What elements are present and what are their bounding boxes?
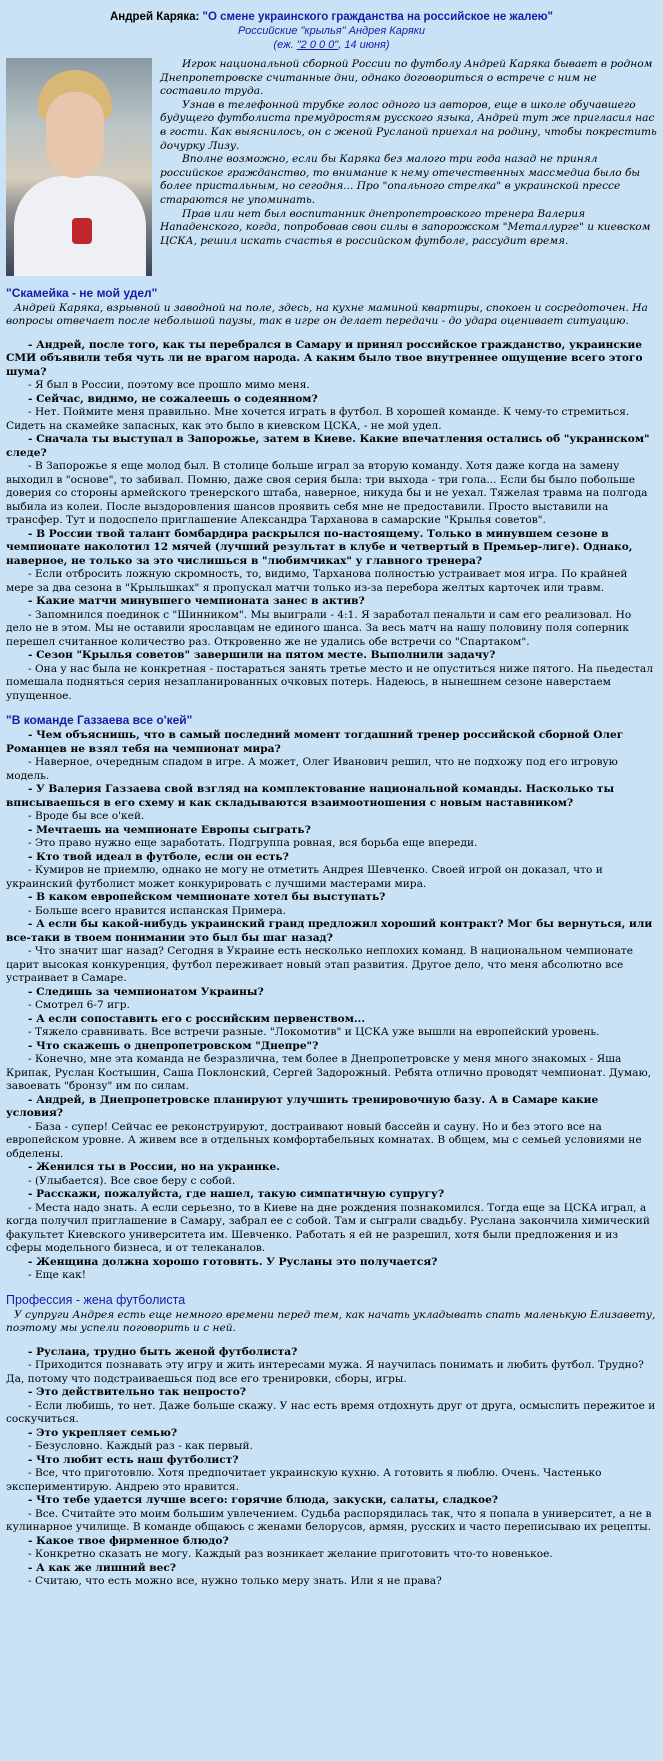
answer: - Все. Считайте это моим большим увлечением. Судьба распорядилась так, что я попала в университет, а не в кулинарное училище. В команде общаюсь с женами белорусов, армян, русских и часто переписываю их рецепты.: [6, 1507, 652, 1534]
answer: - Еще как!: [28, 1269, 86, 1282]
question: - В каком европейском чемпионате хотел бы выступать?: [28, 891, 386, 904]
question: - Кто твой идеал в футболе, если он есть?: [28, 850, 289, 863]
intro-block: [6, 58, 657, 276]
interview-section: [6, 1293, 657, 1589]
question: - Какие матчи минувшего чемпионата занес в актив?: [28, 595, 365, 608]
question: - А если бы какой-нибудь украинский гранд предложил хороший контракт? Мог бы вернуться, или все-таки в твоем понимании это был бы шаг назад?: [6, 918, 653, 944]
source-link[interactable]: "2 0 0 0": [296, 39, 339, 51]
question: - Что тебе удается лучше всего: горячие блюда, закуски, салаты, сладкое?: [28, 1494, 499, 1507]
section-lead: Андрей Каряка, взрывной и заводной на поле, здесь, на кухне маминой квартиры, спокоен и сосредоточен. На вопросы отвечает после небольшой паузы, так в игре он делает передачи - до удара оценивает ситуацию.: [6, 302, 648, 328]
interview-sections: [6, 286, 657, 1589]
intro-text: [160, 58, 657, 248]
interview-section: [6, 713, 657, 1283]
question: - Андрей, в Днепропетровске планируют улучшить тренировочную базу. А в Самаре какие условия?: [6, 1093, 599, 1120]
question: - Мечтаешь на чемпионате Европы сыграть?: [28, 823, 311, 836]
question: - Женился ты в России, но на украинке.: [28, 1161, 280, 1174]
answer: - Наверное, очередным спадом в игре. А может, Олег Иванович решил, что не подхожу под его игровую модель.: [6, 756, 618, 782]
answer: - Считаю, что есть можно все, нужно только меру знать. Или я не права?: [28, 1575, 442, 1588]
answer: - Приходится познавать эту игру и жить интересами мужа. Я научилась понимать и любить футбол. Трудно? Да, потому что подстраиваешься под все его тренировки, сборы, игры.: [6, 1359, 644, 1385]
question: - Сезон "Крылья советов" завершили на пятом месте. Выполнили задачу?: [28, 649, 496, 662]
article-title: "О смене украинского гражданства на российское не жалею": [202, 11, 554, 23]
question: - В России твой талант бомбардира раскрылся по-настоящему. Только в минувшем сезоне в чемпионате наколотил 12 мячей (лучший результат в клубе и четвертый в Премьер-лиге). Однако, наверное, не только за это числишься в "любимчиках" у главного тренера?: [6, 527, 633, 567]
qa-list: [6, 729, 657, 1283]
player-photo: [6, 58, 152, 276]
answer: - Конечно, мне эта команда не безразлична, тем более в Днепропетровске у меня много знакомых - Яша Крипак, Руслан Костышин, Саша Поклонский, Сергей Задорожный. Ребята отлично проводят чемпионат. Думаю, завоевать "бронзу" им по силам.: [6, 1053, 652, 1093]
answer: - Если любишь, то нет. Даже больше скажу. У нас есть время отдохнуть друг от друга, осмыслить пережитое и соскучиться.: [6, 1399, 656, 1426]
answer: - Кумиров не приемлю, однако не могу не отметить Андрея Шевченко. Своей игрой он доказал, что и украинский футболист может конкурировать с лучшими мастерами мира.: [6, 864, 603, 890]
question: - У Валерия Газзаева свой взгляд на комплектование национальной команды. Насколько ты вписываешься в его схему и как складываются взаимоотношения с новым наставником?: [6, 783, 615, 809]
question: - Андрей, после того, как ты перебрался в Самару и принял российское гражданство, украинские СМИ объявили тебя чуть ли не врагом народа. А каким было твое внутреннее ощущение всего этого шума?: [6, 338, 643, 378]
answer: - Больше всего нравится испанская Примера.: [28, 904, 286, 917]
question: - А как же лишний вес?: [28, 1561, 177, 1574]
answer: - Запомнился поединок с "Шинником". Мы выиграли - 4:1. Я заработал пенальти и сам его реализовал. Но дело не в этом. Мы не оставили ярославцам не единого шанса. За весь матч на нашу половину поля соперник перешел считанное количество раз. Откровенно же не удались обе встречи со "Спартаком".: [6, 608, 632, 648]
author-name: Андрей Каряка:: [109, 11, 200, 23]
answer: - Это право нужно еще заработать. Подгруппа ровная, вся борьба еще впереди.: [28, 837, 478, 850]
question: - Что любит есть наш футболист?: [28, 1453, 239, 1466]
question: - Какое твое фирменное блюдо?: [28, 1534, 229, 1547]
answer: - В Запорожье я еще молод был. В столице больше играл за вторую команду. Хотя даже когда на замену выходил в "основе", то забивал. Помню, даже своя серия была: три выхода - три гола... Если бы было побольше доверия со стороны армейского тренерского штаба, наверное, никуда бы и не уехал. Тяжелая травма на полгода выбила из колеи. После выздоровления шансов проявить себя мне не предоставили. Просто выставили на трансфер. Тут и подоспело приглашение Александра Тарханова в самарские "Крылья советов".: [6, 460, 648, 527]
answer: - (Улыбается). Все свое беру с собой.: [28, 1174, 236, 1187]
qa-list: [6, 339, 657, 704]
answer: - Безусловно. Каждый раз - как первый.: [28, 1440, 253, 1453]
intro-paragraph: Прав или нет был воспитанник днепропетровского тренера Валерия Нападенского, когда, попробовав свои силы в запорожском "Металлурге" и киевском ЦСКА, решил искать счастья в российском футболе, рассудит время.: [160, 207, 651, 247]
answer: - Вроде бы все о'кей.: [28, 810, 145, 823]
answer: - Тяжело сравнивать. Все встречи разные. "Локомотив" и ЦСКА уже вышли на европейский уровень.: [28, 1026, 600, 1039]
question: - Чем объяснишь, что в самый последний момент тогдашний тренер российской сборной Олег Романцев не взял тебя на чемпионат мира?: [6, 729, 624, 755]
answer: - Конкретно сказать не могу. Каждый раз возникает желание приготовить что-то новенькое.: [28, 1548, 553, 1561]
question: - Женщина должна хорошо готовить. У Русланы это получается?: [28, 1255, 438, 1268]
question: - Сначала ты выступал в Запорожье, затем в Киеве. Какие впечатления остались об "украинском" следе?: [6, 433, 650, 459]
intro-paragraph: Игрок национальной сборной России по футболу Андрей Каряка бывает в родном Днепропетровске считанные дни, однако договориться о встрече с ним не составило труда.: [160, 58, 653, 98]
section-title: "В команде Газзаева все о'кей": [6, 713, 193, 728]
answer: - Она у нас была не конкретная - постараться занять третье место и не опуститься ниже пятого. На пьедестал помешала подняться серия незапланированных очковых потерь. Надеюсь, в нынешнем сезоне наверстаем упущенное.: [6, 662, 653, 702]
article-subtitle: Российские "крылья" Андрея Каряки: [237, 25, 426, 37]
answer: - Смотрел 6-7 игр.: [28, 999, 130, 1012]
article-header: [6, 10, 657, 52]
question: - А если сопоставить его с российским первенством...: [28, 1012, 366, 1025]
interview-section: [6, 286, 657, 703]
intro-paragraph: Узнав в телефонной трубке голос одного из авторов, еще в школе обучавшего будущего футболиста премудростям русского языка, Андрей тут же пригласил нас в гости. Как выяснилось, он с женой Русланой приехал на родину, чтобы покрестить дочурку Лизу.: [160, 98, 657, 152]
question: - Это действительно так непросто?: [28, 1386, 246, 1399]
section-title: Профессия - жена футболиста: [6, 1292, 186, 1307]
qa-list: [6, 1346, 657, 1589]
answer: - Места надо знать. А если серьезно, то в Киеве на дне рождения познакомился. Тогда еще за ЦСКА играл, а когда получил приглашение в Самару, забрал ее с собой. Там и сыграли свадьбу. Руслана закончила химический факультет Киевского университета им. Шевченко. Работать я ей не разрешил, хотя были предложения и из сферы модельного бизнеса, и от телеканалов.: [6, 1201, 650, 1255]
question: - Руслана, трудно быть женой футболиста?: [28, 1345, 298, 1358]
question: - Это укрепляет семью?: [28, 1426, 178, 1439]
question: - Расскажи, пожалуйста, где нашел, такую симпатичную супругу?: [28, 1188, 445, 1201]
question: - Сейчас, видимо, не сожалеешь о содеянном?: [28, 392, 318, 405]
answer: - Все, что приготовлю. Хотя предпочитает украинскую кухню. А готовить я люблю. Очень. Частенько экспериментирую. Андрею это нравится.: [6, 1467, 602, 1493]
source-prefix: (еж.: [273, 39, 297, 51]
article-source: [6, 38, 657, 52]
source-date: , 14 июня): [338, 39, 390, 51]
answer: - Что значит шаг назад? Сегодня в Украине есть несколько неплохих команд. В национальном чемпионате царит высокая конкуренция, футбол переживает новый этап развития. Другое дело, что меня абсолютно все устраивает в Самаре.: [6, 945, 634, 985]
answer: - База - супер! Сейчас ее реконструируют, достраивают новый бассейн и сауну. Но и без этого все на европейском уровне. А живем все в отдельных комфортабельных комнатах. В общем, мы с семьей условиями не обделены.: [6, 1120, 642, 1160]
answer: - Нет. Поймите меня правильно. Мне хочется играть в футбол. В хорошей команде. К чему-то стремиться. Сидеть на скамейке запасных, как это было в киевском ЦСКА, - не мой удел.: [6, 406, 630, 432]
answer: - Я был в России, поэтому все прошло мимо меня.: [28, 379, 310, 392]
question: - Следишь за чемпионатом Украины?: [28, 985, 264, 998]
intro-paragraph: Вполне возможно, если бы Каряка без малого три года назад не принял российское гражданство, то внимание к нему отечественных массмедиа было бы более пристальным, но сегодня... Про "опального стрелка" в украинской прессе стараются не упоминать.: [160, 153, 641, 206]
section-title: "Скамейка - не мой удел": [6, 286, 158, 300]
answer: - Если отбросить ложную скромность, то, видимо, Тарханова полностью устраивает моя игра. По крайней мере за два сезона в "Крыльшках" я пропускал матчи только из-за перебора желтых карточек или травм.: [6, 568, 628, 594]
section-lead: У супруги Андрея есть еще немного времени перед тем, как начать укладывать спать маленькую Елизавету, поэтому мы успели поговорить и с ней.: [6, 1308, 656, 1335]
question: - Что скажешь о днепропетровском "Днепре"?: [28, 1039, 319, 1052]
